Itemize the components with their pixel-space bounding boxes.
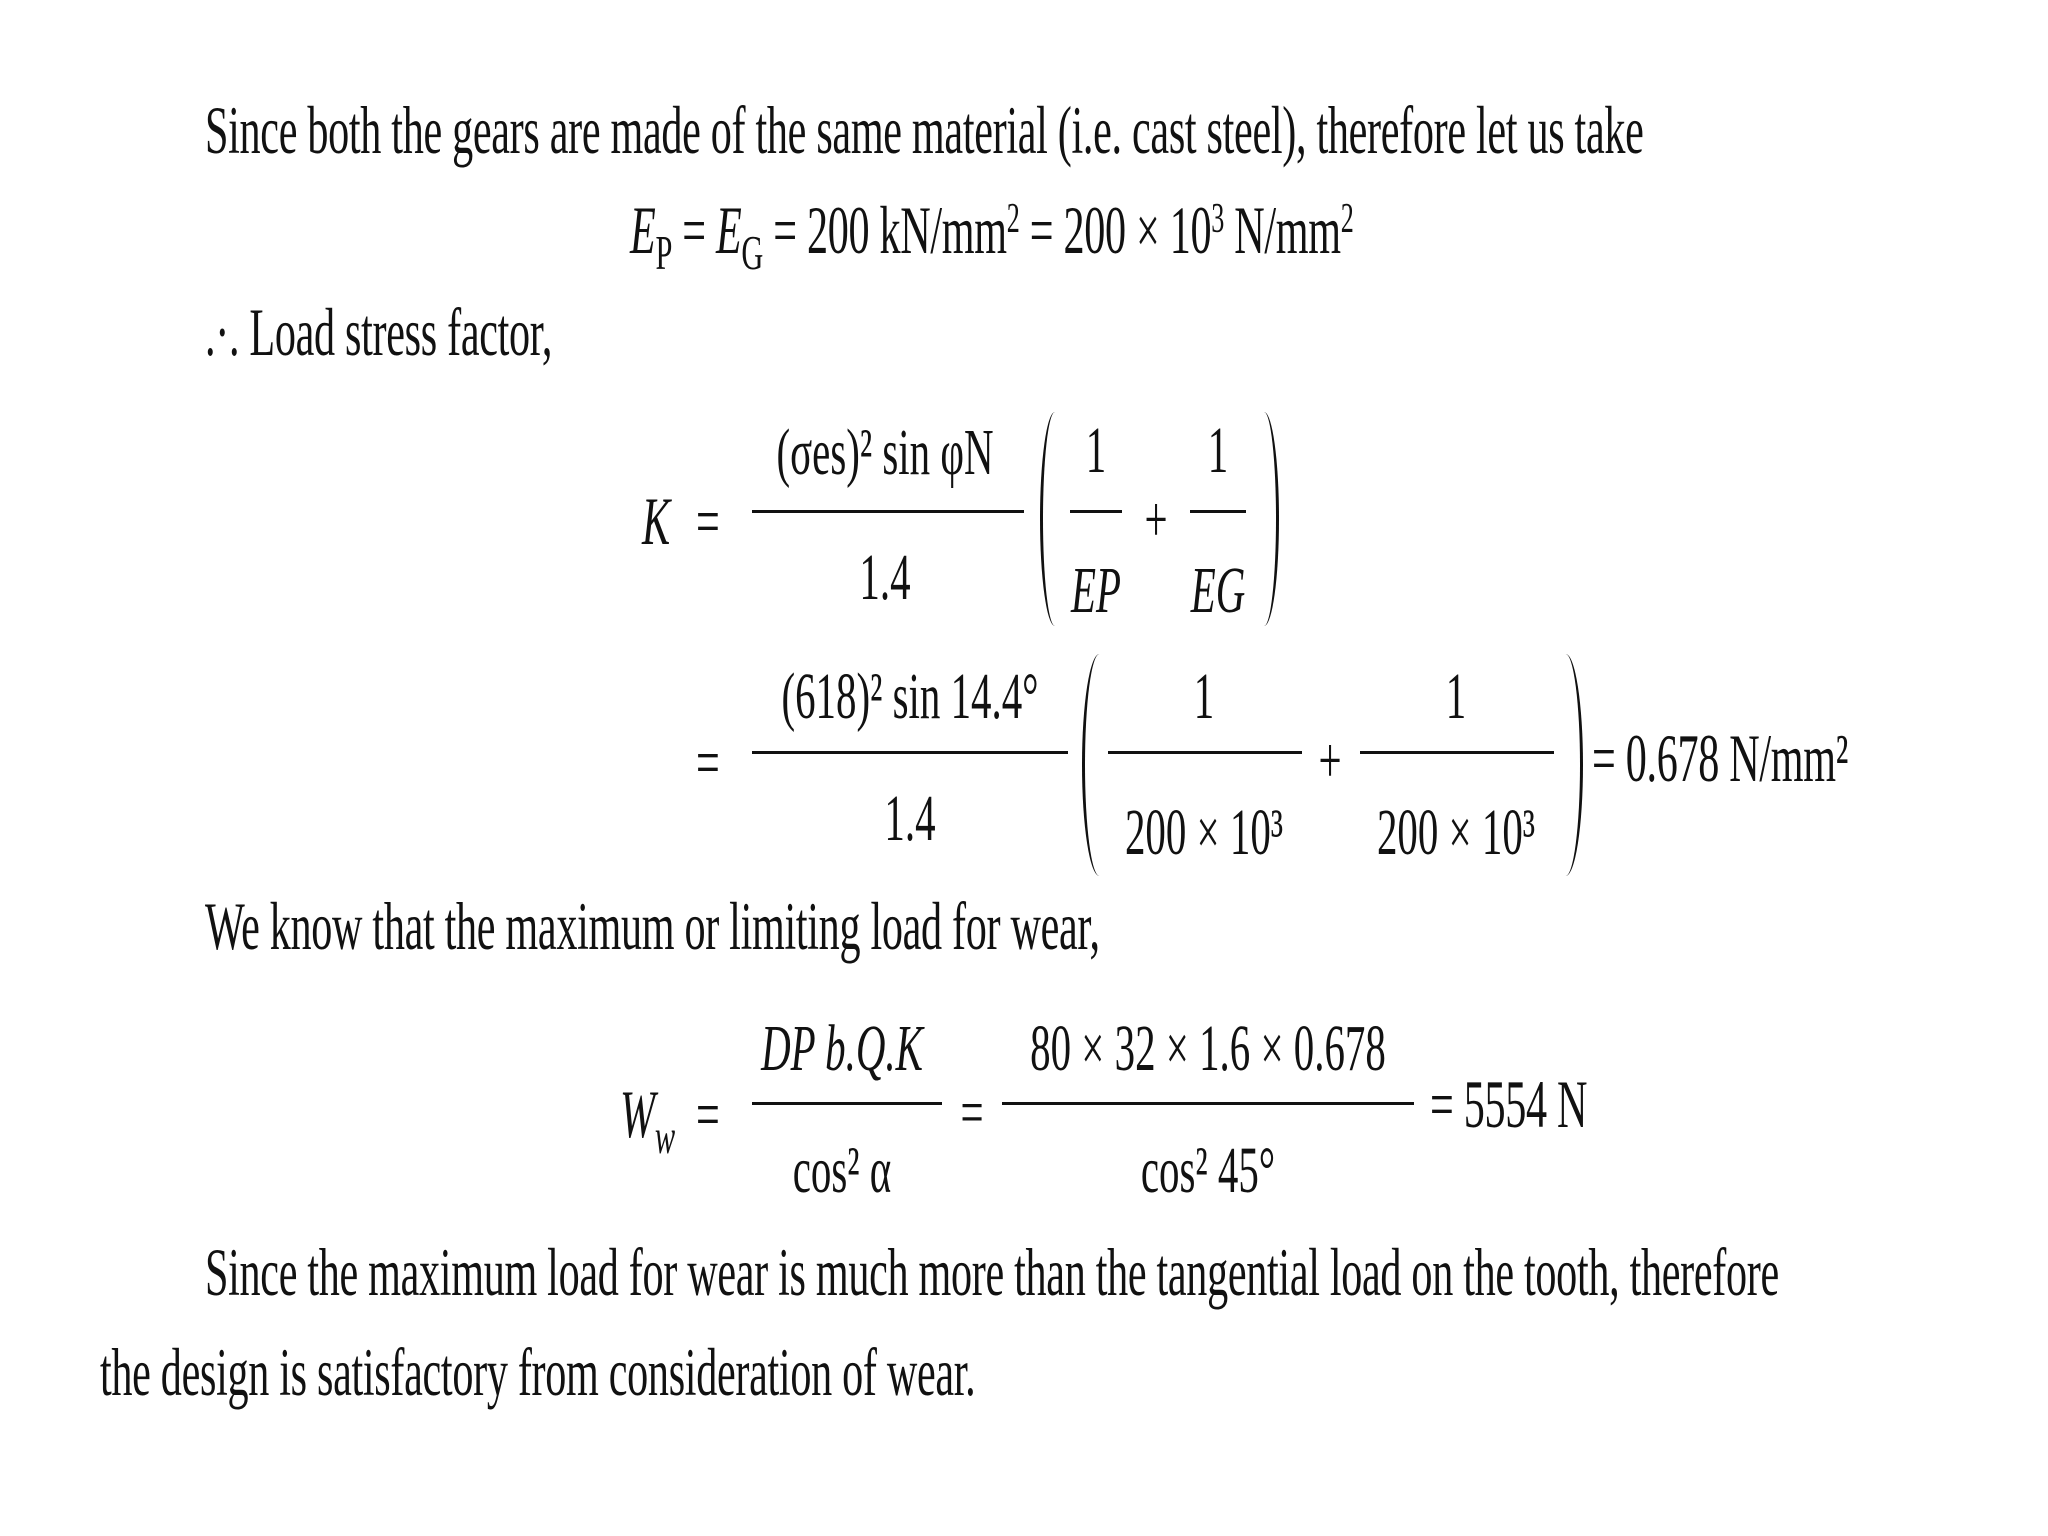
wear-denominator: cos² α	[792, 1134, 892, 1207]
eg-symbol: E	[715, 192, 742, 268]
modulus-value-2: = 200 × 10	[1019, 192, 1212, 268]
k-denominator: 1.4	[859, 541, 911, 614]
load-stress-label: .·. Load stress factor,	[205, 294, 553, 370]
one-a: 1	[1085, 414, 1107, 487]
conclusion-line-1: Since the maximum load for wear is much more than the tangential load on the tooth, therefore	[205, 1234, 1779, 1310]
ww-symbol	[620, 1076, 675, 1164]
one-b: 1	[1207, 414, 1229, 487]
eg-subscript: G	[741, 224, 764, 280]
values-fraction-bar	[752, 751, 1068, 754]
equals-sign: =	[672, 192, 716, 268]
values-a-fraction-bar	[1108, 751, 1302, 754]
k-equals: =	[696, 483, 720, 559]
values-denominator: 1.4	[884, 782, 936, 855]
right-paren	[1254, 412, 1279, 626]
ep-subscript: P	[655, 224, 673, 280]
ep-symbol: E	[630, 192, 656, 268]
wear-fraction-bar	[752, 1102, 942, 1105]
wear-denominator-2: cos² 45°	[1140, 1134, 1276, 1207]
left-paren	[1040, 412, 1065, 626]
values-den-b: 200 × 10³	[1376, 796, 1536, 869]
values-numerator: (618)² sin 14.4°	[781, 660, 1039, 733]
wear-equals: =	[696, 1076, 720, 1152]
modulus-equation	[630, 192, 1354, 280]
modulus-unit: N/mm	[1223, 192, 1341, 268]
values-right-paren	[1554, 654, 1583, 876]
square-exponent: 2	[1006, 194, 1020, 242]
k-result: = 0.678 N/mm²	[1592, 720, 1849, 796]
k-numerator: (σes)² sin φN	[776, 416, 994, 489]
values-one-b: 1	[1445, 660, 1467, 733]
values-left-paren	[1082, 654, 1111, 876]
w-letter: W	[620, 1076, 655, 1152]
square-exponent-2: 2	[1340, 194, 1354, 242]
cube-exponent: 3	[1211, 194, 1224, 242]
wear-equals-2: =	[960, 1076, 984, 1149]
wear-numerator-2: 80 × 32 × 1.6 × 0.678	[1030, 1012, 1386, 1085]
wear-result: = 5554 N	[1430, 1066, 1588, 1142]
eg-fraction-bar	[1190, 510, 1246, 513]
eg-denominator: EG	[1190, 554, 1246, 627]
wear-intro: We know that the maximum or limiting load for wear,	[205, 888, 1100, 964]
values-equals: =	[696, 724, 720, 800]
values-plus: +	[1318, 724, 1342, 797]
values-den-a: 200 × 10³	[1124, 796, 1284, 869]
wear-numerator: DP b.Q.K	[761, 1012, 923, 1085]
plus-sign: +	[1144, 483, 1168, 556]
intro-paragraph: Since both the gears are made of the same material (i.e. cast steel), therefore let us take	[205, 92, 1644, 168]
values-one-a: 1	[1193, 660, 1215, 733]
k-fraction-bar	[752, 510, 1024, 513]
values-b-fraction-bar	[1360, 751, 1554, 754]
k-symbol: K	[642, 483, 670, 559]
modulus-value: = 200 kN/mm	[763, 192, 1007, 268]
w-subscript: w	[654, 1108, 675, 1164]
wear-fraction-bar-2	[1002, 1102, 1414, 1105]
conclusion-line-2: the design is satisfactory from consideration of wear.	[100, 1334, 976, 1410]
ep-denominator: EP	[1071, 554, 1121, 627]
ep-fraction-bar	[1070, 510, 1122, 513]
